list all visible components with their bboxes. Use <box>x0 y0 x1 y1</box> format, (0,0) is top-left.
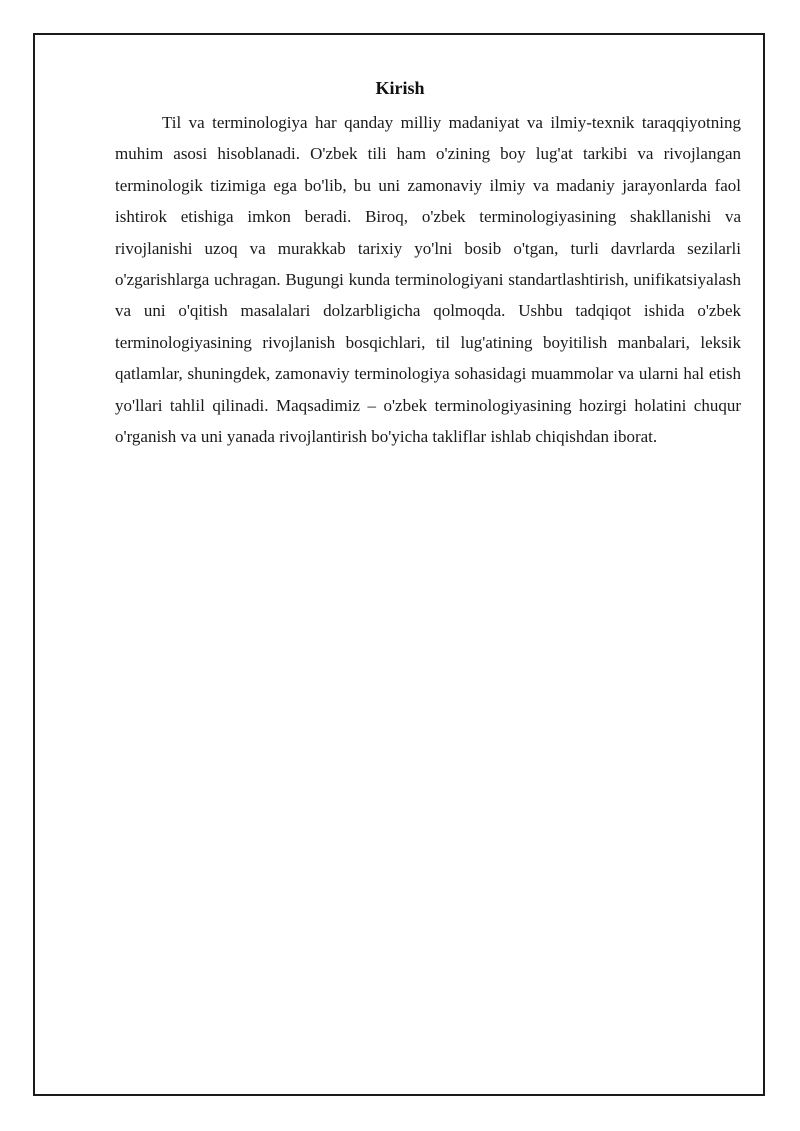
intro-paragraph: Til va terminologiya har qanday milliy madaniyat va ilmiy-texnik taraqqiyotning muhim asosi hisoblanadi. O'zbek tili ham o'zining boy lug'at tarkibi va rivojlangan terminologik tizimiga ega bo'lib, bu uni zamonaviy ilmiy va madaniy jarayonlarda faol ishtirok etishiga imkon beradi. Biroq, o'zbek terminologiyasining shakllanishi va rivojlanishi uzoq va murakkab tarixiy yo'lni bosib o'tgan, turli davrlarda sezilarli o'zgarishlarga uchragan. Bugungi kunda terminologiyani standartlashtirish, unifikatsiyalash va uni o'qitish masalalari dolzarbligicha qolmoqda. Ushbu tadqiqot ishida o'zbek terminologiyasining rivojlanish bosqichlari, til lug'atining boyitilish manbalari, leksik qatlamlar, shuningdek, zamonaviy terminologiya sohasidagi muammolar va ularni hal etish yo'llari tahlil qilinadi. Maqsadimiz – o'zbek terminologiyasining hozirgi holatini chuqur o'rganish va uni yanada rivojlantirish bo'yicha takliflar ishlab chiqishdan iborat. <box>115 113 741 447</box>
section-heading: Kirish <box>375 78 425 98</box>
